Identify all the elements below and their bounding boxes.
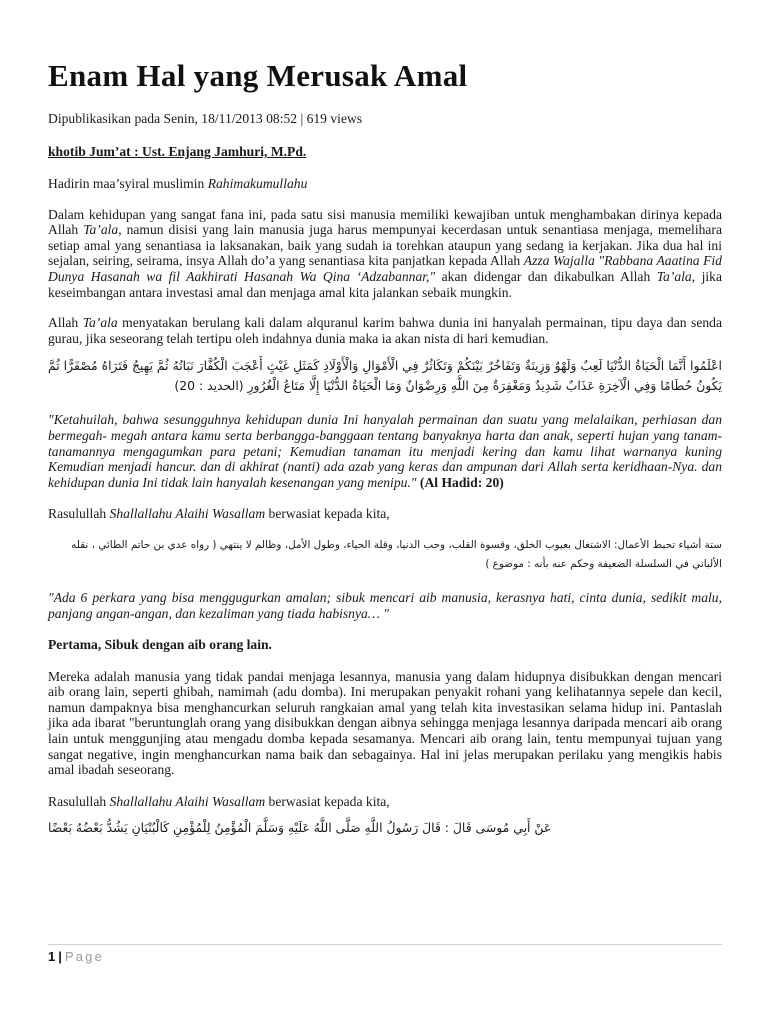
footer-divider — [48, 944, 722, 945]
rasul2-prefix: Rasulullah — [48, 793, 110, 809]
publication-meta: Dipublikasikan pada Senin, 18/11/2013 08:52 | 619 views — [48, 111, 363, 126]
rasul1-prefix: Rasulullah — [48, 506, 110, 522]
arabic-hadith-believer: عَنْ أَبِي مُوسَى قَالَ : قَالَ رَسُولُ اللَّهِ صَلَّى اللَّهُ عَلَيْهِ وَسَلَّمَ الْمُؤْمِنُ لِلْمُؤْمِنِ كَالْبُنْيَانِ يَشُدُّ بَعْضُهُ بَعْضًا — [48, 820, 552, 836]
paragraph-aib-orang-lain: Mereka adalah manusia yang tidak pandai menjaga lesannya, manusia yang dalam hidupnya disibukkan dengan mencari aib orang lain, seperti ghibah, namimah (adu domba). Ini merupakan penyakit rohani yang kelihatannya sepele dan kecil, namun dampaknya bisa menghancurkan seluruh rangkaian amal yang telah kita investasikan selama hidup ini. Pantaslah jika ada ibarat "beruntunglah orang yang disibukkan dengan aibnya sehingga menjaga lesannya daripada mencari aib orang lain untuk menggunjing atau mengadu domba kepada sesamanya. Mencari aib orang lain, tentu mempunyai tujuan yang sangat negative, ingin menghancurkan nama baik dan sebagainya. Hal ini jelas merupakan perilaku yang mengikis habis amal ibadah seseorang. — [48, 668, 722, 778]
paragraph-allah-taala — [48, 315, 722, 346]
footer-separator: | — [58, 949, 62, 964]
arabic-quran-verse: اعْلَمُوا أَنَّمَا الْحَيَاةُ الدُّنْيَا لَعِبٌ وَلَهْوٌ وَزِينَةٌ وَتَفَاخُرٌ بَيْنَكُمْ وَتَكَاثُرٌ فِي الْأَمْوَالِ وَالْأَوْلَادِ كَمَثَلِ غَيْثٍ أَعْجَبَ الْكُفَّارَ نَبَاتُهُ ثُمَّ يَهِيجُ فَتَرَاهُ مُصْفَرًّا ثُمَّ يَكُونُ حُطَامًا وَفِي الْآخِرَةِ عَذَابٌ شَدِيدٌ وَمَغْفِرَةٌ مِنَ اللَّهِ وَرِضْوَانٌ وَمَا الْحَيَاةُ الدُّنْيَا إِلَّا مَتَاعُ الْغُرُورِ (الحديد : 20) — [48, 358, 722, 394]
para1-text-2: , namun disisi yang lain manusia juga harus mempunyai kecerdasan untuk senantiasa menjaga, memelihara setiap amal yang senantiasa ia laksanakan, baik yang sudah ia torehkan ataupun yang sedang ia kerjakan. Jika dua hal ini sejalan, seiring, seirama, insya Allah do’a yang senantiasa kita panjatkan kepada Allah — [48, 222, 722, 269]
quote-translation-al-hadid — [48, 412, 722, 490]
article-title: Enam Hal yang Merusak Amal — [48, 58, 468, 93]
quote-six-things: "Ada 6 perkara yang bisa menggugurkan amalan; sibuk mencari aib manusia, kerasnya hati, cinta dunia, sedikit malu, panjang angan-angan, dan kezaliman yang tiada habisnya… " — [48, 589, 722, 621]
greeting-italic: Rahimakumullahu — [207, 176, 308, 191]
author-line: khotib Jum’at : Ust. Enjang Jamhuri, M.Pd. — [48, 144, 307, 159]
greeting-paragraph — [48, 176, 722, 192]
rasulullah-line-2 — [48, 794, 722, 810]
para2-text-1: Allah — [48, 315, 83, 331]
para1-italic-1: Ta’ala — [83, 222, 119, 238]
section-heading-first: Pertama, Sibuk dengan aib orang lain. — [48, 637, 272, 653]
page-footer — [48, 948, 104, 966]
rasul2-italic: Shallallahu Alaihi Wasallam — [109, 793, 266, 809]
rasul1-suffix: berwasiat kepada kita, — [265, 506, 390, 522]
para1-text-4: , jika keseimbangan antara investasi amal dan menjaga amal kita jalankan sebaik mungkin. — [48, 268, 722, 300]
para2-text-2: menyatakan berulang kali dalam alquranul karim bahwa dunia ini hanyalah permainan, tipu daya dan senda gurau, jika seseorang telah tertipu oleh indahnya dunia maka ia akan nista di hari kemudian. — [48, 315, 722, 346]
paragraph-intro — [48, 207, 722, 301]
rasulullah-line-1 — [48, 506, 722, 522]
rasul1-italic: Shallallahu Alaihi Wasallam — [109, 506, 266, 522]
rasul2-suffix: berwasiat kepada kita, — [265, 793, 390, 809]
para1-italic-3: Ta’ala — [656, 268, 692, 284]
para1-italic-2: Azza Wajalla "Rabbana Aaatina Fid Dunya Hasanah wa fil Aakhirati Hasanah Wa Qina ‘Adzabannar," — [48, 253, 722, 284]
article-content — [48, 56, 722, 837]
quote1-text: "Ketahuilah, bahwa sesungguhnya kehidupan dunia Ini hanyalah permainan dan suatu yang melalaikan, perhiasan dan bermegah- megah antara kamu serta berbangga-banggaan tentang banyaknya harta dan anak, seperti hujan yang tanam-tanamannya mengagumkan para petani; Kemudian tanaman itu menjadi kering dan kamu lihat warnanya kuning Kemudian menjadi hancur. dan di akhirat (nanti) ada azab yang keras dan ampunan dari Allah serta keridhaan-Nya. dan kehidupan dunia Ini tidak lain hanyalah kesenangan yang menipu." — [48, 412, 722, 490]
para1-text-1: Dalam kehidupan yang sangat fana ini, pada satu sisi manusia memiliki kewajiban untuk menghambakan dirinya kepada Allah — [48, 206, 722, 238]
para1-text-3: akan didengar dan dikabulkan Allah — [435, 268, 657, 284]
para2-italic-1: Ta’ala — [82, 315, 118, 331]
page-number: 1 — [48, 949, 56, 964]
greeting-text: Hadirin maa’syiral muslimin — [48, 176, 208, 191]
quote1-reference: (Al Hadid: 20) — [416, 474, 504, 490]
arabic-hadith-six-things: ستة أشياء تحبط الأعمال: الاشتغال بعيوب الخلق، وقسوة القلب، وحب الدنيا، وقلة الحياء، وطول الأمل، وظالم لا ينتهي ( رواه عدي بن حاتم الطائي ، نقله الألباني في السلسلة الضعيفة وحكم عنه بأنه : موضوع ) — [71, 538, 722, 570]
page-label: Page — [64, 949, 105, 964]
